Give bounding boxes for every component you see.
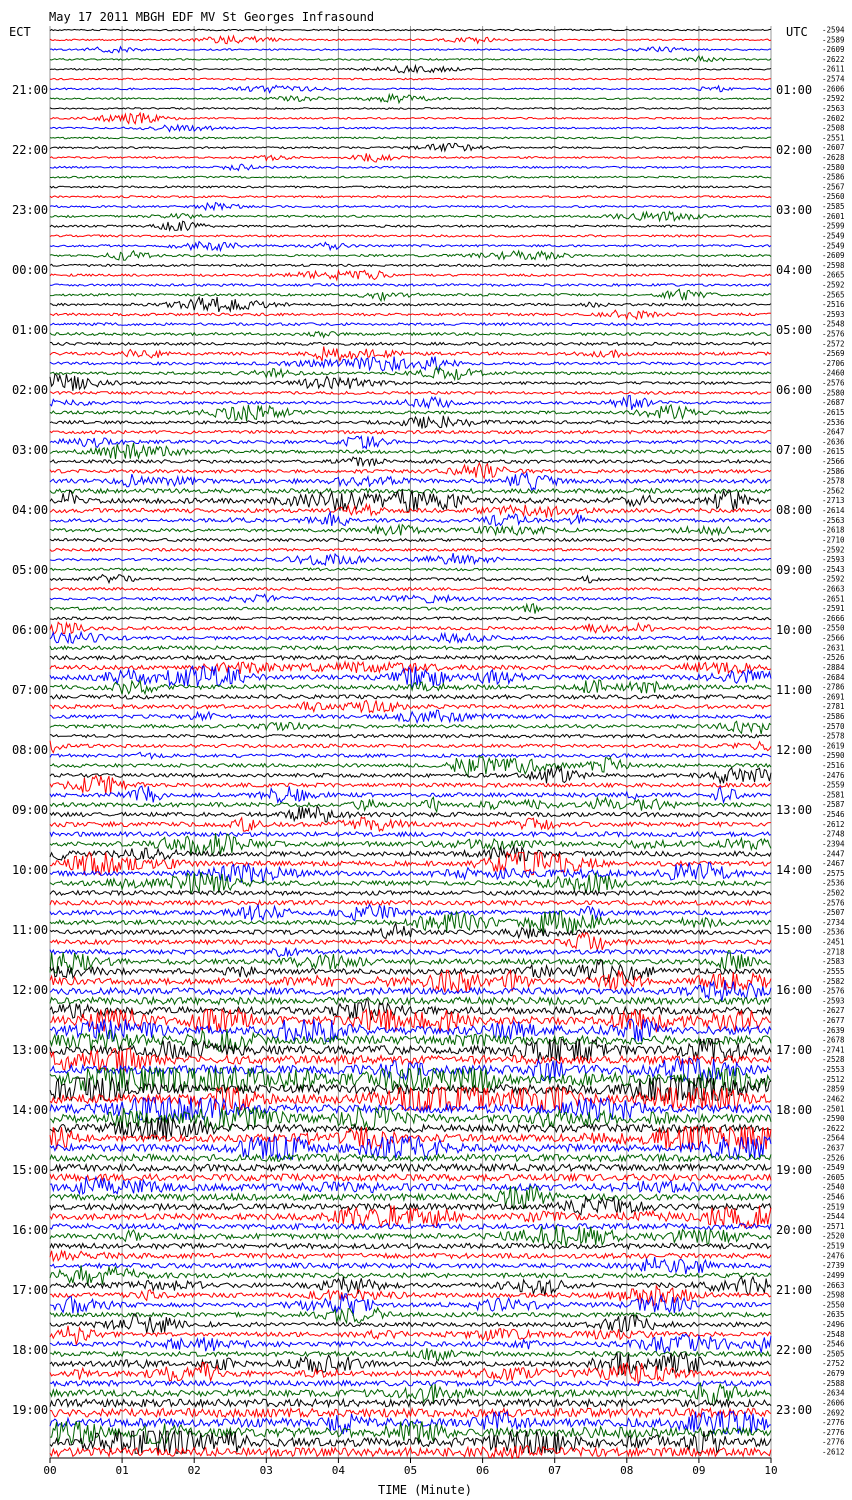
right-hour-label: 12:00 bbox=[776, 743, 813, 757]
trace-offset-label: -2593 bbox=[822, 555, 845, 565]
trace-offset-label: -2622 bbox=[822, 1123, 845, 1133]
trace-offset-label: -2566 bbox=[822, 633, 845, 643]
left-hour-label: 01:00 bbox=[12, 323, 49, 337]
trace-offset-label: -2590 bbox=[822, 751, 845, 761]
left-hour-label: 11:00 bbox=[12, 923, 49, 937]
trace-offset-label: -2586 bbox=[822, 711, 845, 721]
trace-offset-label: -2859 bbox=[822, 1084, 845, 1094]
trace-offset-label: -2496 bbox=[822, 1320, 845, 1330]
trace-offset-label: -2635 bbox=[822, 1310, 845, 1320]
trace-offset-label: -2566 bbox=[822, 457, 845, 467]
trace-offset-label: -2451 bbox=[822, 937, 845, 947]
right-hour-label: 17:00 bbox=[776, 1043, 813, 1057]
left-hour-label: 07:00 bbox=[12, 683, 49, 697]
trace-offset-label: -2501 bbox=[822, 1104, 845, 1114]
x-axis-label: TIME (Minute) bbox=[378, 1483, 472, 1497]
trace-offset-label: -2560 bbox=[822, 192, 845, 202]
trace-offset-label: -2776 bbox=[822, 1418, 845, 1428]
trace-offset-label: -2516 bbox=[822, 300, 845, 310]
left-hour-label: 13:00 bbox=[12, 1043, 49, 1057]
right-hour-label: 15:00 bbox=[776, 923, 813, 937]
trace-offset-label: -2622 bbox=[822, 54, 845, 64]
trace-offset-label: -2549 bbox=[822, 241, 845, 251]
left-hour-label: 18:00 bbox=[12, 1343, 49, 1357]
trace-offset-label: -2588 bbox=[822, 1378, 845, 1388]
left-hour-label: 22:00 bbox=[12, 143, 49, 157]
trace-offset-label: -2548 bbox=[822, 319, 845, 329]
trace-offset-label: -2639 bbox=[822, 1025, 845, 1035]
left-hour-label: 15:00 bbox=[12, 1163, 49, 1177]
x-tick-labels bbox=[43, 1458, 777, 1477]
right-hour-label: 07:00 bbox=[776, 443, 813, 457]
trace-offset-label: -2591 bbox=[822, 604, 845, 614]
trace-offset-label: -2536 bbox=[822, 927, 845, 937]
trace-offset-label: -2567 bbox=[822, 182, 845, 192]
trace-offset-label: -2587 bbox=[822, 800, 845, 810]
left-hour-label: 10:00 bbox=[12, 863, 49, 877]
trace-offset-label: -2549 bbox=[822, 231, 845, 241]
right-hour-label: 18:00 bbox=[776, 1103, 813, 1117]
trace-offset-label: -2548 bbox=[822, 1329, 845, 1339]
left-axis-label: ECT bbox=[9, 25, 31, 39]
right-hour-label: 14:00 bbox=[776, 863, 813, 877]
trace-offset-label: -2593 bbox=[822, 996, 845, 1006]
trace-offset-label: -2677 bbox=[822, 1015, 845, 1025]
trace-offset-label: -2574 bbox=[822, 74, 845, 84]
trace-offset-label: -2636 bbox=[822, 437, 845, 447]
trace-offset-label: -2666 bbox=[822, 613, 845, 623]
trace-offset-label: -2678 bbox=[822, 1035, 845, 1045]
left-hour-label: 00:00 bbox=[12, 263, 49, 277]
left-hour-label: 19:00 bbox=[12, 1403, 49, 1417]
trace-offset-label: -2718 bbox=[822, 947, 845, 957]
trace-offset-label: -2776 bbox=[822, 1437, 845, 1447]
left-hour-label: 17:00 bbox=[12, 1283, 49, 1297]
trace-offset-label: -2576 bbox=[822, 986, 845, 996]
trace-offset-label: -2586 bbox=[822, 466, 845, 476]
right-hour-label: 10:00 bbox=[776, 623, 813, 637]
trace-offset-label: -2476 bbox=[822, 770, 845, 780]
trace-offset-label: -2612 bbox=[822, 1447, 845, 1457]
trace-offset-label: -2684 bbox=[822, 672, 845, 682]
trace-offset-label: -2499 bbox=[822, 1270, 845, 1280]
x-tick-label: 04 bbox=[331, 1464, 346, 1477]
trace-offset-label: -2546 bbox=[822, 810, 845, 820]
trace-offset-label: -2602 bbox=[822, 113, 845, 123]
trace-offset-label: -2611 bbox=[822, 64, 845, 74]
trace-offset-label: -2578 bbox=[822, 731, 845, 741]
trace-offset-label: -2679 bbox=[822, 1369, 845, 1379]
trace-offset-label: -2553 bbox=[822, 1065, 845, 1075]
trace-offset-label: -2572 bbox=[822, 339, 845, 349]
x-tick-label: 05 bbox=[403, 1464, 418, 1477]
trace-offset-label: -2663 bbox=[822, 1280, 845, 1290]
trace-offset-label: -2563 bbox=[822, 103, 845, 113]
x-tick-label: 03 bbox=[259, 1464, 273, 1477]
trace-offset-label: -2590 bbox=[822, 1114, 845, 1124]
trace-offset-label: -2540 bbox=[822, 1182, 845, 1192]
trace-offset-label: -2526 bbox=[822, 653, 845, 663]
trace-offset-label: -2651 bbox=[822, 594, 845, 604]
trace-offset-label: -2559 bbox=[822, 780, 845, 790]
left-hour-label: 14:00 bbox=[12, 1103, 49, 1117]
trace-offset-label: -2592 bbox=[822, 574, 845, 584]
trace-offset-label: -2528 bbox=[822, 1055, 845, 1065]
right-hour-label: 04:00 bbox=[776, 263, 813, 277]
chart-title: May 17 2011 MBGH EDF MV St Georges Infrasound bbox=[49, 10, 375, 24]
trace-offset-label: -2592 bbox=[822, 280, 845, 290]
trace-offset-label: -2546 bbox=[822, 1339, 845, 1349]
right-hour-labels bbox=[776, 83, 812, 1417]
trace-offset-label: -2884 bbox=[822, 662, 845, 672]
trace-offset-label: -2520 bbox=[822, 1231, 845, 1241]
right-hour-label: 02:00 bbox=[776, 143, 813, 157]
trace-offset-label: -2637 bbox=[822, 1143, 845, 1153]
trace-offset-label: -2505 bbox=[822, 1349, 845, 1359]
trace-offset-label: -2601 bbox=[822, 211, 845, 221]
trace-offset-label: -2394 bbox=[822, 839, 845, 849]
trace-offset-label: -2581 bbox=[822, 790, 845, 800]
trace-offset-label: -2576 bbox=[822, 898, 845, 908]
trace-offset-label: -2739 bbox=[822, 1261, 845, 1271]
trace-offset-labels bbox=[822, 26, 845, 1457]
right-hour-label: 01:00 bbox=[776, 83, 813, 97]
trace-offset-label: -2536 bbox=[822, 878, 845, 888]
left-hour-label: 09:00 bbox=[12, 803, 49, 817]
left-hour-label: 12:00 bbox=[12, 983, 49, 997]
trace-offset-label: -2710 bbox=[822, 535, 845, 545]
trace-offset-label: -2741 bbox=[822, 1045, 845, 1055]
trace-offset-label: -2536 bbox=[822, 417, 845, 427]
x-tick-label: 09 bbox=[692, 1464, 706, 1477]
trace-offset-label: -2599 bbox=[822, 221, 845, 231]
left-hour-label: 21:00 bbox=[12, 83, 49, 97]
right-hour-label: 03:00 bbox=[776, 203, 813, 217]
trace-offset-label: -2565 bbox=[822, 290, 845, 300]
trace-offset-label: -2549 bbox=[822, 1163, 845, 1173]
trace-offset-label: -2508 bbox=[822, 123, 845, 133]
trace-offset-label: -2569 bbox=[822, 349, 845, 359]
trace-offset-label: -2546 bbox=[822, 1192, 845, 1202]
trace-offset-label: -2467 bbox=[822, 859, 845, 869]
right-hour-label: 06:00 bbox=[776, 383, 813, 397]
trace-offset-label: -2564 bbox=[822, 1133, 845, 1143]
x-tick-label: 01 bbox=[115, 1464, 129, 1477]
trace-offset-label: -2691 bbox=[822, 692, 845, 702]
trace-offset-label: -2687 bbox=[822, 398, 845, 408]
trace-offset-label: -2734 bbox=[822, 917, 845, 927]
right-hour-label: 21:00 bbox=[776, 1283, 813, 1297]
trace-offset-label: -2592 bbox=[822, 545, 845, 555]
trace-offset-label: -2609 bbox=[822, 45, 845, 55]
x-tick-label: 07 bbox=[548, 1464, 562, 1477]
trace-offset-label: -2593 bbox=[822, 309, 845, 319]
right-hour-label: 09:00 bbox=[776, 563, 813, 577]
trace-offset-label: -2615 bbox=[822, 407, 845, 417]
trace-offset-label: -2752 bbox=[822, 1359, 845, 1369]
trace-offset-label: -2576 bbox=[822, 329, 845, 339]
trace-offset-label: -2550 bbox=[822, 623, 845, 633]
trace-offset-label: -2507 bbox=[822, 908, 845, 918]
trace-offset-label: -2555 bbox=[822, 966, 845, 976]
left-hour-label: 16:00 bbox=[12, 1223, 49, 1237]
trace-offset-label: -2589 bbox=[822, 35, 845, 45]
x-tick-label: 06 bbox=[475, 1464, 490, 1477]
right-hour-label: 11:00 bbox=[776, 683, 813, 697]
right-hour-label: 20:00 bbox=[776, 1223, 813, 1237]
left-hour-label: 04:00 bbox=[12, 503, 49, 517]
trace-offset-label: -2512 bbox=[822, 1074, 845, 1084]
trace-offset-label: -2550 bbox=[822, 1300, 845, 1310]
right-hour-label: 22:00 bbox=[776, 1343, 813, 1357]
trace-offset-label: -2576 bbox=[822, 378, 845, 388]
trace-offset-label: -2586 bbox=[822, 172, 845, 182]
trace-offset-label: -2592 bbox=[822, 94, 845, 104]
trace-offset-label: -2519 bbox=[822, 1202, 845, 1212]
right-hour-label: 13:00 bbox=[776, 803, 813, 817]
trace-offset-label: -2634 bbox=[822, 1388, 845, 1398]
trace-offset-label: -2631 bbox=[822, 643, 845, 653]
trace-offset-label: -2748 bbox=[822, 829, 845, 839]
right-hour-label: 23:00 bbox=[776, 1403, 813, 1417]
trace-offset-label: -2614 bbox=[822, 506, 845, 516]
left-hour-label: 05:00 bbox=[12, 563, 49, 577]
trace-offset-label: -2585 bbox=[822, 202, 845, 212]
trace-offset-label: -2571 bbox=[822, 1221, 845, 1231]
trace-offset-label: -2713 bbox=[822, 496, 845, 506]
trace-offset-label: -2612 bbox=[822, 819, 845, 829]
trace-offset-label: -2619 bbox=[822, 741, 845, 751]
right-hour-label: 05:00 bbox=[776, 323, 813, 337]
trace-offset-label: -2551 bbox=[822, 133, 845, 143]
trace-offset-label: -2580 bbox=[822, 162, 845, 172]
trace-offset-label: -2776 bbox=[822, 1427, 845, 1437]
trace-offset-label: -2544 bbox=[822, 1212, 845, 1222]
right-hour-label: 19:00 bbox=[776, 1163, 813, 1177]
trace-offset-label: -2578 bbox=[822, 476, 845, 486]
trace-offset-label: -2605 bbox=[822, 1172, 845, 1182]
left-hour-label: 08:00 bbox=[12, 743, 49, 757]
trace-offset-label: -2609 bbox=[822, 251, 845, 261]
left-hour-label: 23:00 bbox=[12, 203, 49, 217]
trace-offset-label: -2628 bbox=[822, 152, 845, 162]
trace-offset-label: -2786 bbox=[822, 682, 845, 692]
trace-offset-label: -2543 bbox=[822, 564, 845, 574]
trace-offset-label: -2519 bbox=[822, 1241, 845, 1251]
trace-offset-label: -2462 bbox=[822, 1094, 845, 1104]
trace-offset-label: -2627 bbox=[822, 1006, 845, 1016]
trace-offset-label: -2607 bbox=[822, 143, 845, 153]
trace-offset-label: -2563 bbox=[822, 515, 845, 525]
trace-offset-label: -2580 bbox=[822, 388, 845, 398]
trace-offset-label: -2606 bbox=[822, 84, 845, 94]
trace-offset-label: -2570 bbox=[822, 721, 845, 731]
trace-offset-label: -2606 bbox=[822, 1398, 845, 1408]
trace-offset-label: -2706 bbox=[822, 358, 845, 368]
trace-offset-label: -2665 bbox=[822, 270, 845, 280]
trace-offset-label: -2598 bbox=[822, 260, 845, 270]
right-hour-label: 08:00 bbox=[776, 503, 813, 517]
trace-offset-label: -2447 bbox=[822, 849, 845, 859]
trace-offset-label: -2647 bbox=[822, 427, 845, 437]
left-hour-label: 02:00 bbox=[12, 383, 49, 397]
trace-offset-label: -2615 bbox=[822, 447, 845, 457]
trace-offset-label: -2583 bbox=[822, 957, 845, 967]
trace-offset-label: -2781 bbox=[822, 702, 845, 712]
trace-offset-label: -2526 bbox=[822, 1153, 845, 1163]
x-tick-label: 08 bbox=[620, 1464, 634, 1477]
right-hour-label: 16:00 bbox=[776, 983, 813, 997]
trace-offset-label: -2598 bbox=[822, 1290, 845, 1300]
trace-offset-label: -2502 bbox=[822, 888, 845, 898]
trace-offset-label: -2618 bbox=[822, 525, 845, 535]
trace-offset-label: -2663 bbox=[822, 584, 845, 594]
left-hour-label: 03:00 bbox=[12, 443, 49, 457]
trace-offset-label: -2594 bbox=[822, 25, 845, 35]
trace-offset-label: -2562 bbox=[822, 486, 845, 496]
right-axis-label: UTC bbox=[786, 25, 808, 39]
x-tick-label: 02 bbox=[187, 1464, 201, 1477]
left-hour-label: 06:00 bbox=[12, 623, 49, 637]
trace-offset-label: -2460 bbox=[822, 368, 845, 378]
trace-offset-label: -2582 bbox=[822, 976, 845, 986]
left-hour-labels bbox=[12, 83, 48, 1417]
trace-offset-label: -2692 bbox=[822, 1408, 845, 1418]
x-tick-label: 00 bbox=[43, 1464, 57, 1477]
trace-offset-label: -2516 bbox=[822, 761, 845, 771]
trace-offset-label: -2476 bbox=[822, 1251, 845, 1261]
trace-offset-label: -2575 bbox=[822, 868, 845, 878]
x-tick-label: 10 bbox=[764, 1464, 778, 1477]
